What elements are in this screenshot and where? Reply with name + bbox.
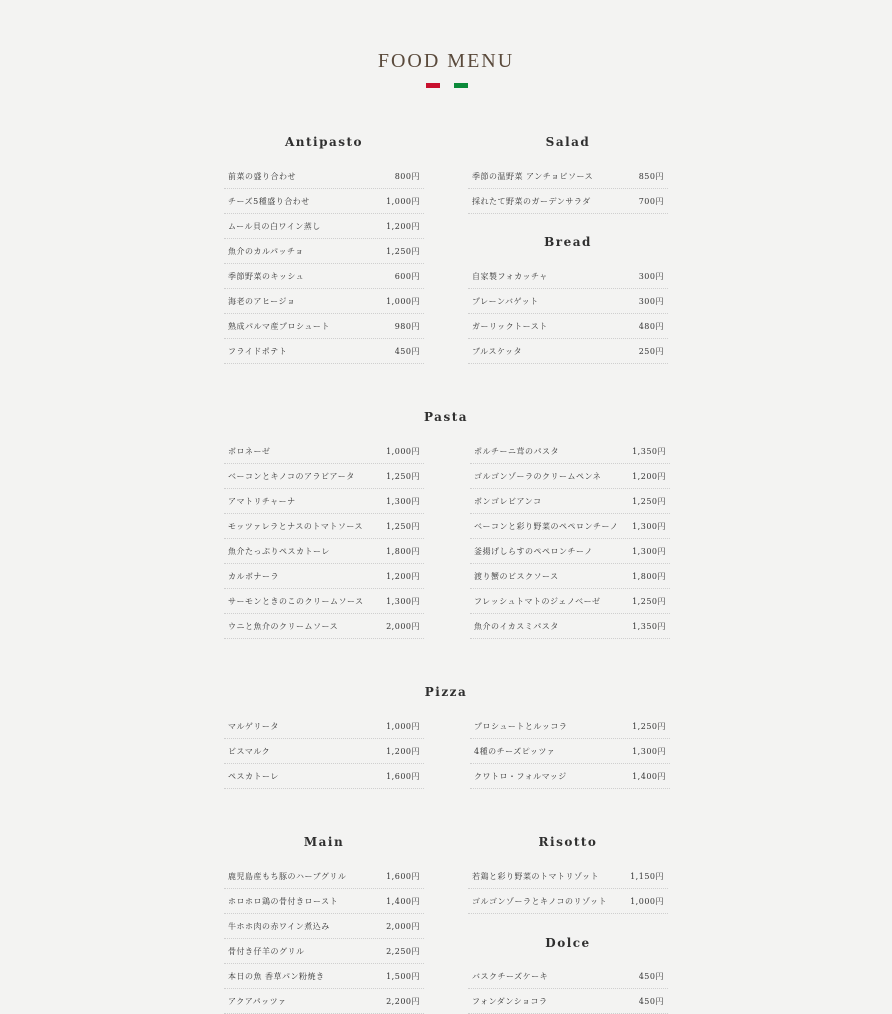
menu-item-name: フライドポテト xyxy=(228,346,288,356)
menu-item-price: 980円 xyxy=(394,321,420,331)
menu-item-price: 1,250円 xyxy=(632,496,666,506)
menu-list-pizza-left xyxy=(224,714,424,789)
menu-item-name: プロシュートとルッコラ xyxy=(474,721,568,731)
menu-item xyxy=(470,764,670,789)
menu-item xyxy=(224,489,424,514)
menu-item-name: 前菜の盛り合わせ xyxy=(228,171,296,181)
menu-item xyxy=(224,289,424,314)
menu-item-name: クワトロ・フォルマッジ xyxy=(474,771,567,781)
menu-item-price: 1,300円 xyxy=(632,521,666,531)
menu-item-price: 1,000円 xyxy=(386,721,420,731)
menu-item xyxy=(224,539,424,564)
menu-item-price: 450円 xyxy=(638,971,664,981)
menu-list-pasta-right xyxy=(470,439,670,639)
menu-item-price: 600円 xyxy=(394,271,420,281)
menu-item xyxy=(468,864,668,889)
menu-item xyxy=(224,564,424,589)
menu-item xyxy=(224,714,424,739)
menu-item-name: アマトリチャーナ xyxy=(228,496,296,506)
menu-item xyxy=(224,614,424,639)
menu-item-name: 本日の魚 香草パン粉焼き xyxy=(228,971,325,981)
menu-item xyxy=(468,189,668,214)
menu-item-price: 850円 xyxy=(638,171,664,181)
menu-item-name: ブルスケッタ xyxy=(472,346,523,356)
menu-item-name: 魚介のカルパッチョ xyxy=(228,246,304,256)
menu-item xyxy=(470,714,670,739)
menu-item-name: 魚介たっぷりペスカトーレ xyxy=(228,546,330,556)
menu-item xyxy=(470,514,670,539)
menu-item-price: 1,500円 xyxy=(386,971,420,981)
menu-item-name: 釜揚げしらすのペペロンチーノ xyxy=(474,546,593,556)
menu-item-name: 魚介のイカスミパスタ xyxy=(474,621,559,631)
menu-item-price: 1,800円 xyxy=(386,546,420,556)
menu-item-price: 1,600円 xyxy=(386,771,420,781)
menu-item-price: 2,000円 xyxy=(386,621,420,631)
menu-item xyxy=(224,939,424,964)
menu-item-price: 300円 xyxy=(638,296,664,306)
menu-item-name: ベーコンと彩り野菜のペペロンチーノ xyxy=(474,521,619,531)
menu-item xyxy=(224,764,424,789)
menu-item xyxy=(224,964,424,989)
menu-item xyxy=(224,889,424,914)
menu-item xyxy=(224,589,424,614)
menu-item-price: 1,300円 xyxy=(632,746,666,756)
menu-item xyxy=(470,564,670,589)
menu-item-name: サーモンときのこのクリームソース xyxy=(228,596,364,606)
menu-item-name: チーズ5種盛り合わせ xyxy=(228,196,310,206)
menu-item-price: 1,200円 xyxy=(386,746,420,756)
menu-item-price: 450円 xyxy=(394,346,420,356)
menu-item-name: ゴルゴンゾーラのクリームペンネ xyxy=(474,471,602,481)
section-title-main: Main xyxy=(303,835,345,849)
menu-item-price: 480円 xyxy=(638,321,664,331)
menu-item-name: バスクチーズケーキ xyxy=(472,971,549,981)
menu-item xyxy=(470,589,670,614)
menu-item-price: 1,200円 xyxy=(386,221,420,231)
menu-item-price: 1,000円 xyxy=(386,446,420,456)
menu-item-name: アクアパッツァ xyxy=(228,996,287,1006)
menu-list-antipasto xyxy=(224,164,424,364)
menu-item-price: 450円 xyxy=(638,996,664,1006)
menu-item-price: 1,300円 xyxy=(386,496,420,506)
menu-item-name: 4種のチーズピッツァ xyxy=(474,746,556,756)
section-title-pizza: Pizza xyxy=(424,685,468,699)
menu-item-name: 自家製フォカッチャ xyxy=(472,271,548,281)
menu-item-price: 1,400円 xyxy=(386,896,420,906)
section-title-bread: Bread xyxy=(544,235,592,249)
menu-item-name: ビスマルク xyxy=(228,746,271,756)
menu-item xyxy=(470,489,670,514)
page-title: FOOD MENU xyxy=(377,50,515,72)
menu-item-name: 牛ホホ肉の赤ワイン煮込み xyxy=(228,921,330,931)
menu-item-name: ムール貝の白ワイン蒸し xyxy=(228,221,321,231)
menu-item-price: 1,150円 xyxy=(630,871,664,881)
menu-list-main xyxy=(224,864,424,1014)
menu-item-price: 1,200円 xyxy=(632,471,666,481)
menu-list-bread xyxy=(468,264,668,364)
menu-list-dolce xyxy=(468,964,668,1014)
menu-item-price: 700円 xyxy=(638,196,664,206)
menu-item-name: 熟成パルマ産プロシュート xyxy=(228,321,330,331)
menu-item-price: 800円 xyxy=(394,171,420,181)
menu-item-name: プレーンバゲット xyxy=(472,296,539,306)
menu-item xyxy=(224,739,424,764)
menu-item xyxy=(468,314,668,339)
menu-item-price: 1,800円 xyxy=(632,571,666,581)
section-title-risotto: Risotto xyxy=(538,835,598,849)
menu-item-name: ペスカトーレ xyxy=(228,771,279,781)
menu-item-name: マルゲリータ xyxy=(228,721,279,731)
menu-item-name: ガーリックトースト xyxy=(472,321,548,331)
menu-item-name: 骨付き仔羊のグリル xyxy=(228,946,305,956)
menu-item-price: 250円 xyxy=(638,346,664,356)
menu-item-name: 若鶏と彩り野菜のトマトリゾット xyxy=(472,871,600,881)
menu-item-price: 2,200円 xyxy=(386,996,420,1006)
menu-item xyxy=(224,164,424,189)
menu-item-name: フォンダンショコラ xyxy=(472,996,548,1006)
menu-item xyxy=(224,864,424,889)
section-title-dolce: Dolce xyxy=(545,936,591,950)
menu-item-price: 1,400円 xyxy=(632,771,666,781)
menu-item xyxy=(470,539,670,564)
menu-item-price: 1,200円 xyxy=(386,571,420,581)
menu-item xyxy=(224,214,424,239)
menu-item xyxy=(468,164,668,189)
menu-item xyxy=(470,439,670,464)
section-title-pasta: Pasta xyxy=(423,410,469,424)
menu-item xyxy=(224,914,424,939)
menu-item xyxy=(224,314,424,339)
menu-item xyxy=(224,989,424,1014)
menu-item-price: 1,250円 xyxy=(386,246,420,256)
menu-item xyxy=(470,739,670,764)
menu-item-name: 渡り蟹のビスクソース xyxy=(474,571,559,581)
flag-red-bar xyxy=(426,83,440,88)
menu-item-name: ゴルゴンゾーラとキノコのリゾット xyxy=(472,896,607,906)
section-title-antipasto: Antipasto xyxy=(284,135,364,149)
menu-item-price: 1,300円 xyxy=(386,596,420,606)
menu-item-name: 鹿児島産もち豚のハーブグリル xyxy=(228,871,347,881)
menu-item xyxy=(468,289,668,314)
menu-item-name: 季節の温野菜 アンチョビソース xyxy=(472,171,594,181)
menu-item-name: 海老のアヒージョ xyxy=(228,296,296,306)
menu-item xyxy=(468,264,668,289)
menu-list-risotto xyxy=(468,864,668,914)
menu-item-price: 1,000円 xyxy=(386,196,420,206)
menu-item-price: 1,250円 xyxy=(632,596,666,606)
menu-item-price: 2,250円 xyxy=(386,946,420,956)
menu-item xyxy=(224,264,424,289)
menu-item-name: ポルチーニ茸のパスタ xyxy=(474,446,559,456)
menu-item xyxy=(224,239,424,264)
menu-item-name: ボロネーゼ xyxy=(228,446,271,456)
menu-item-name: ウニと魚介のクリームソース xyxy=(228,621,339,631)
menu-list-salad xyxy=(468,164,668,214)
menu-item xyxy=(470,614,670,639)
section-title-salad: Salad xyxy=(545,135,591,149)
menu-item-name: ボンゴレビアンコ xyxy=(474,496,542,506)
menu-item-price: 1,000円 xyxy=(630,896,664,906)
menu-item-name: モッツァレラとナスのトマトソース xyxy=(228,521,363,531)
menu-item-name: 採れたて野菜のガーデンサラダ xyxy=(472,196,591,206)
menu-item-name: フレッシュトマトのジェノベーゼ xyxy=(474,596,601,606)
menu-list-pasta-left xyxy=(224,439,424,639)
menu-item-price: 1,350円 xyxy=(632,621,666,631)
menu-item-price: 2,000円 xyxy=(386,921,420,931)
menu-item xyxy=(468,989,668,1014)
menu-item xyxy=(468,964,668,989)
menu-item-price: 300円 xyxy=(638,271,664,281)
menu-list-pizza-right xyxy=(470,714,670,789)
menu-item-price: 1,000円 xyxy=(386,296,420,306)
menu-item-price: 1,250円 xyxy=(632,721,666,731)
menu-item xyxy=(468,889,668,914)
menu-item-price: 1,350円 xyxy=(632,446,666,456)
menu-item xyxy=(224,439,424,464)
menu-item-name: ホロホロ鶏の骨付きロースト xyxy=(228,896,339,906)
menu-item xyxy=(224,464,424,489)
menu-item-price: 1,600円 xyxy=(386,871,420,881)
menu-item xyxy=(468,339,668,364)
menu-item-price: 1,250円 xyxy=(386,471,420,481)
menu-item-name: カルボナーラ xyxy=(228,571,279,581)
menu-item xyxy=(224,514,424,539)
menu-item xyxy=(224,339,424,364)
menu-item xyxy=(224,189,424,214)
flag-green-bar xyxy=(454,83,468,88)
menu-item-price: 1,250円 xyxy=(386,521,420,531)
menu-item-price: 1,300円 xyxy=(632,546,666,556)
menu-item-name: 季節野菜のキッシュ xyxy=(228,271,305,281)
menu-item xyxy=(470,464,670,489)
menu-item-name: ベーコンとキノコのアラビアータ xyxy=(228,471,355,481)
